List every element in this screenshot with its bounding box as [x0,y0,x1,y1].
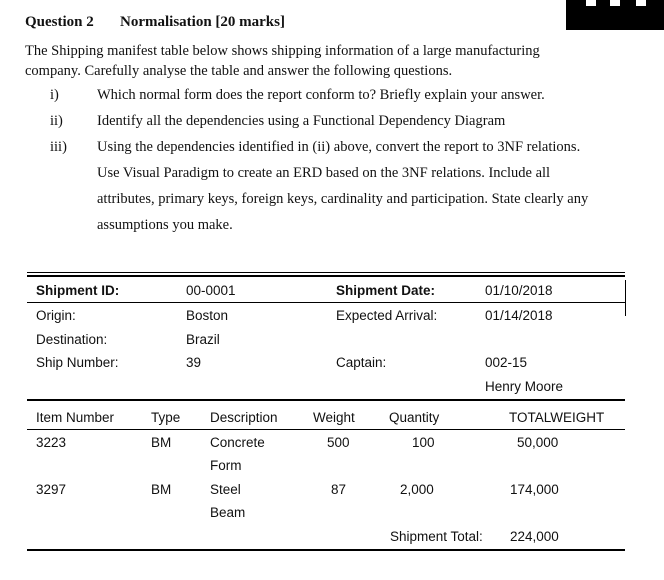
item-number-3: iii) [50,139,67,155]
table-row-1-total: 50,000 [517,435,559,450]
shipment-total-value: 224,000 [510,529,559,544]
table-row-1-type: BM [151,435,172,450]
expected-arrival-value: 01/14/2018 [485,308,553,323]
items-bottom-rule [27,549,625,551]
origin-label: Origin: [36,308,76,323]
items-top-rule [27,399,625,401]
table-row-1-quantity: 100 [412,435,435,450]
table-row-1-item: 3223 [36,435,67,450]
table-row-2-quantity: 2,000 [400,482,434,497]
captain-id-value: 002-15 [485,355,528,370]
table-row-2-item: 3297 [36,482,67,497]
shipment-id-value: 00-0001 [186,283,236,298]
item-text-3-line-4: assumptions you make. [97,217,233,233]
col-header-totalweight: TOTALWEIGHT [509,410,605,425]
items-header-rule [27,429,625,430]
captain-label: Captain: [336,355,387,370]
destination-value: Brazil [186,332,220,347]
item-text-2: Identify all the dependencies using a Functional Dependency Diagram [97,113,506,129]
intro-line-2: company. Carefully analyse the table and answer the following questions. [25,63,453,79]
shipment-total-label: Shipment Total: [390,529,483,544]
question-number: Question 2 [25,14,94,30]
manifest-top-rule-thick [27,275,625,277]
header-decoration [566,0,664,30]
item-text-3-line-3: attributes, primary keys, foreign keys, cardinality and participation. State clearly any [97,191,589,207]
table-row-2-weight: 87 [331,482,347,497]
manifest-right-edge [625,280,626,316]
shipment-id-label: Shipment ID: [36,283,120,298]
table-row-2-description: Steel [210,482,241,497]
table-row-1-description: Concrete [210,435,265,450]
table-row-1-weight: 500 [327,435,350,450]
captain-name-value: Henry Moore [485,379,564,394]
shipment-date-value: 01/10/2018 [485,283,553,298]
shipment-date-label: Shipment Date: [336,283,436,298]
expected-arrival-label: Expected Arrival: [336,308,438,323]
item-number-2: ii) [50,113,63,129]
table-row-2-type: BM [151,482,172,497]
item-text-3-line-1: Using the dependencies identified in (ii) above, convert the report to 3NF relations. [97,139,581,155]
manifest-top-rule [27,272,625,273]
col-header-item-number: Item Number [36,410,115,425]
ship-number-value: 39 [186,355,202,370]
col-header-type: Type [151,410,181,425]
col-header-weight: Weight [313,410,355,425]
item-number-1: i) [50,87,59,103]
question-title: Normalisation [20 marks] [120,14,285,30]
destination-label: Destination: [36,332,108,347]
table-row-2-description-cont: Beam [210,505,246,520]
col-header-quantity: Quantity [389,410,440,425]
manifest-header-rule [27,302,625,303]
ship-number-label: Ship Number: [36,355,119,370]
intro-line-1: The Shipping manifest table below shows shipping information of a large manufacturing [25,43,540,59]
table-row-1-description-cont: Form [210,458,242,473]
table-row-2-total: 174,000 [510,482,559,497]
item-text-1: Which normal form does the report conform to? Briefly explain your answer. [97,87,545,103]
origin-value: Boston [186,308,229,323]
col-header-description: Description [210,410,278,425]
item-text-3-line-2: Use Visual Paradigm to create an ERD based on the 3NF relations. Include all [97,165,551,181]
